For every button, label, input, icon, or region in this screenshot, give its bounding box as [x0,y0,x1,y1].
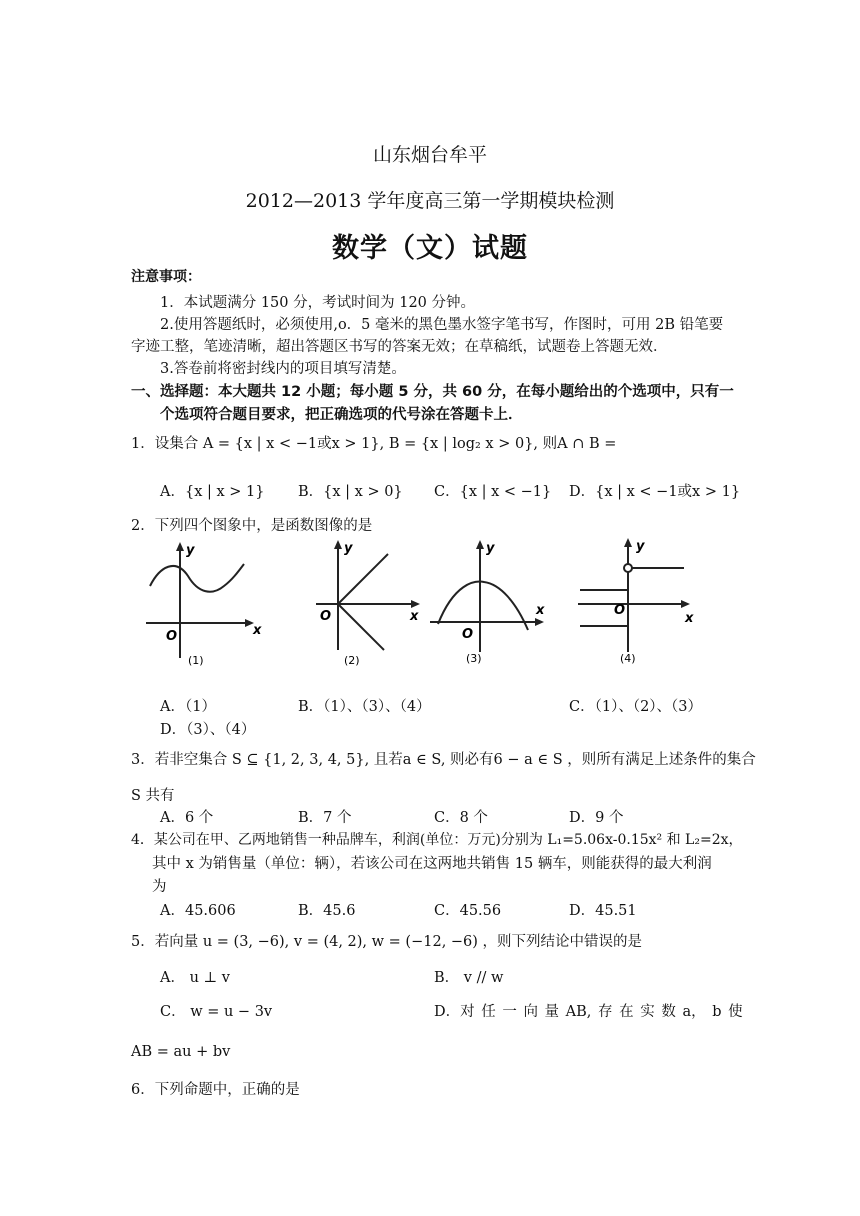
q3-option-b: B．7 个 [298,810,352,826]
graph-3-y-label: y [486,541,495,556]
graph-2-origin: O [320,609,332,624]
graph-3-origin: O [462,627,474,642]
graph-1-origin: O [166,629,178,644]
notes-item-2: 2.使用答题纸时，必须使用,o．5 毫米的黑色墨水签字笔书写，作图时，可用 2B 铅笔要 [160,317,724,333]
notes-item-3: 3.答卷前将密封线内的项目填写清楚。 [160,361,406,377]
q1-option-a: A．{x | x > 1} [160,484,265,500]
subject-title: 数学（文）试题 [332,233,528,264]
graph-3 [424,532,554,668]
exam-title: 2012—2013 学年度高三第一学期模块检测 [245,190,615,212]
graph-1 [138,538,268,668]
notes-title: 注意事项： [131,269,201,285]
graph-4-label: (4) [620,652,636,665]
q2-option-a: A．（1） [160,699,216,715]
q2-option-c: C．（1）、（2）、（3） [569,699,703,715]
q1-option-b: B．{x | x > 0} [298,484,403,500]
graph-3-label: (3) [466,652,482,665]
q2-option-b: B．（1）、（3）、（4） [298,699,431,715]
q3-stem: 3．若非空集合 S ⊆ {1, 2, 3, 4, 5}, 且若a ∈ S, 则必有6 − a ∈ S ，则所有满足上述条件的集合 [131,752,756,768]
q5-option-c: C． w = u − 3v [160,1004,273,1020]
q4-option-d: D．45.51 [569,903,637,919]
graph-4 [572,530,700,668]
graph-2-x-label: x [410,609,419,624]
q4-line-1: 4．某公司在甲、乙两地销售一种品牌车，利润(单位：万元)分别为 L₁=5.06x-0.15x² 和 L₂=2x， [131,832,743,848]
q3-option-d: D．9 个 [569,810,624,826]
q4-line-3: 为 [152,879,167,895]
graph-3-x-label: x [536,603,545,618]
q3-option-c: C．8 个 [434,810,488,826]
graph-1-x-label: x [253,623,262,638]
q5-stem: 5．若向量 u = (3, −6), v = (4, 2), w = (−12, −6) ，则下列结论中错误的是 [131,934,643,950]
graph-1-label: (1) [188,654,204,667]
section-heading: 一、选择题：本大题共 12 小题；每小题 5 分，共 60 分，在每小题给出的个选项中，只有一 [131,384,734,400]
q5-option-a: A． u ⊥ v [160,970,230,986]
q3-option-a: A．6 个 [160,810,214,826]
graph-4-y-label: y [636,539,645,554]
school-name: 山东烟台牟平 [372,144,487,166]
graph-2 [310,532,430,668]
q1-option-d: D．{x | x < −1或x > 1} [569,484,741,500]
q3-stem-cont: S 共有 [131,788,175,804]
graph-4-origin: O [614,603,626,618]
graph-2-label: (2) [344,654,360,667]
graph-1-y-label: y [186,543,195,558]
q2-option-d: D．（3）、（4） [160,722,256,738]
q4-line-2: 其中 x 为销售量（单位：辆），若该公司在这两地共销售 15 辆车，则能获得的最大利润 [152,856,712,872]
q1-option-c: C．{x | x < −1} [434,484,552,500]
notes-item-2-cont: 字迹工整，笔迹清晰，超出答题区书写的答案无效；在草稿纸，试题卷上答题无效． [131,339,668,355]
q4-option-b: B．45.6 [298,903,356,919]
section-heading-cont: 个选项符合题目要求，把正确选项的代号涂在答题卡上． [160,407,523,423]
graph-4-x-label: x [685,611,694,626]
q5-option-d: D．对 任 一 向 量 AB, 存 在 实 数 a， b 使 [434,1004,743,1020]
q6-stem: 6．下列命题中，正确的是 [131,1082,300,1098]
q2-stem: 2．下列四个图象中，是函数图像的是 [131,518,373,534]
q1-stem: 1．设集合 A = {x | x < −1或x > 1}, B = {x | log₂ x > 0}, 则A ∩ B = [131,436,617,452]
notes-item-1: 1．本试题满分 150 分，考试时间为 120 分钟。 [160,295,476,311]
q4-option-a: A．45.606 [160,903,236,919]
graph-2-y-label: y [344,541,353,556]
q5-option-b: B． v // w [434,970,504,986]
q4-option-c: C．45.56 [434,903,502,919]
q5-option-d-cont: AB = au + bv [131,1044,231,1060]
